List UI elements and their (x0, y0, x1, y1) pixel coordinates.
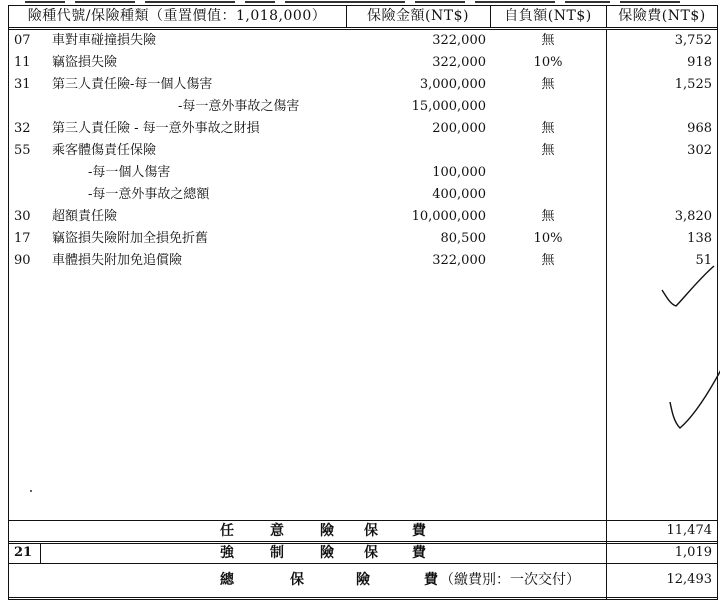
row-name: -每一意外事故之總額 (88, 187, 210, 202)
row-name: -每一意外事故之傷害 (178, 99, 300, 114)
row-premium: 918 (687, 55, 712, 70)
row-code: 11 (14, 55, 31, 70)
table-row (8, 52, 718, 74)
table-row (8, 206, 718, 228)
table-row (8, 184, 718, 206)
row-name: 第三人責任險-每一個人傷害 (52, 77, 213, 92)
row-amount: 322,000 (432, 33, 486, 48)
table-row (8, 228, 718, 250)
row-premium: 51 (695, 253, 712, 268)
row-premium: 3,820 (674, 209, 712, 224)
speck-mark (30, 490, 32, 492)
row-premium: 138 (687, 231, 712, 246)
row-code: 32 (14, 121, 31, 136)
row-deductible: 10% (533, 231, 563, 246)
table-row (8, 96, 718, 118)
row-name: 竊盜損失險 (52, 55, 118, 70)
row-code: 55 (14, 143, 31, 158)
row-premium: 1,525 (674, 77, 712, 92)
row-amount: 80,500 (440, 231, 486, 246)
row-amount: 200,000 (432, 121, 486, 136)
row-deductible: 無 (541, 253, 555, 268)
row-code: 30 (14, 209, 31, 224)
compulsory-code: 21 (14, 545, 33, 560)
table-row (8, 30, 718, 52)
row-name: 車體損失附加免追償險 (52, 253, 183, 268)
insurance-table: 險種代號/保險種類（重置價值：1,018,000） 保險金額(NT$) 自負額(NT$) 保險費(NT$) 07 車對車碰撞損失險 322,000 無 3,752 11 竊盜損失險 322,000 10% 918 31 第三人責任險-每一個人傷害 3,000,000 無 1,525 -每一意外事故之傷害 15,000,000 32 第三人責任險 - 每一意外事故之財損 200,000 無 968 55 乘客體傷責任保險 無 302 -每一個人傷害 100,000 -每一意外事故之總額 400,000 30 超額責任險 10,000,000 無 3,820 17 竊盜損失險附加全損免折舊 80,500 10% 138 90 車體損失附加免追償險 322,000 無 51 任 意 險 保 費 11,474 21 強 制 險 保 費 1,019 總 保 險 費 （繳費別：一次交付） 12,493 (8, 0, 718, 600)
row-name: 第三人責任險 - 每一意外事故之財損 (52, 121, 260, 136)
row-name: 竊盜損失險附加全損免折舊 (52, 231, 209, 246)
row-deductible: 無 (541, 121, 555, 136)
handwritten-check-mark-icon (658, 262, 718, 312)
total-premium-value: 12,493 (666, 572, 712, 587)
row-amount: 100,000 (432, 165, 486, 180)
row-code: 90 (14, 253, 31, 268)
row-deductible: 無 (541, 33, 555, 48)
compulsory-premium-value: 1,019 (674, 545, 712, 560)
column-header-type: 險種代號/保險種類（重置價值：1,018,000） (27, 8, 327, 24)
table-row (8, 118, 718, 140)
row-amount: 400,000 (432, 187, 486, 202)
column-header-amount: 保險金額(NT$) (367, 8, 469, 24)
row-code: 07 (14, 33, 31, 48)
row-code: 17 (14, 231, 31, 246)
table-row (8, 140, 718, 162)
payment-method-note: （繳費別：一次交付） (440, 572, 580, 588)
table-row (8, 74, 718, 96)
column-header-deductible: 自負額(NT$) (504, 8, 592, 24)
row-deductible: 無 (541, 209, 555, 224)
row-name: 乘客體傷責任保險 (52, 143, 157, 158)
row-amount: 3,000,000 (419, 77, 486, 92)
row-name: -每一個人傷害 (88, 165, 171, 180)
row-amount: 10,000,000 (411, 209, 486, 224)
row-amount: 322,000 (432, 55, 486, 70)
row-amount: 322,000 (432, 253, 486, 268)
table-row (8, 250, 718, 272)
row-code: 31 (14, 77, 31, 92)
row-premium: 968 (687, 121, 712, 136)
table-row (8, 162, 718, 184)
row-deductible: 無 (541, 77, 555, 92)
column-header-premium: 保險費(NT$) (618, 8, 706, 24)
row-premium: 3,752 (674, 33, 712, 48)
row-deductible: 10% (533, 55, 563, 70)
handwritten-check-mark-icon (664, 366, 720, 436)
voluntary-premium-value: 11,474 (666, 523, 712, 538)
row-deductible: 無 (541, 143, 555, 158)
row-amount: 15,000,000 (411, 99, 486, 114)
row-name: 車對車碰撞損失險 (52, 33, 157, 48)
row-premium: 302 (687, 143, 712, 158)
row-name: 超額責任險 (52, 209, 118, 224)
